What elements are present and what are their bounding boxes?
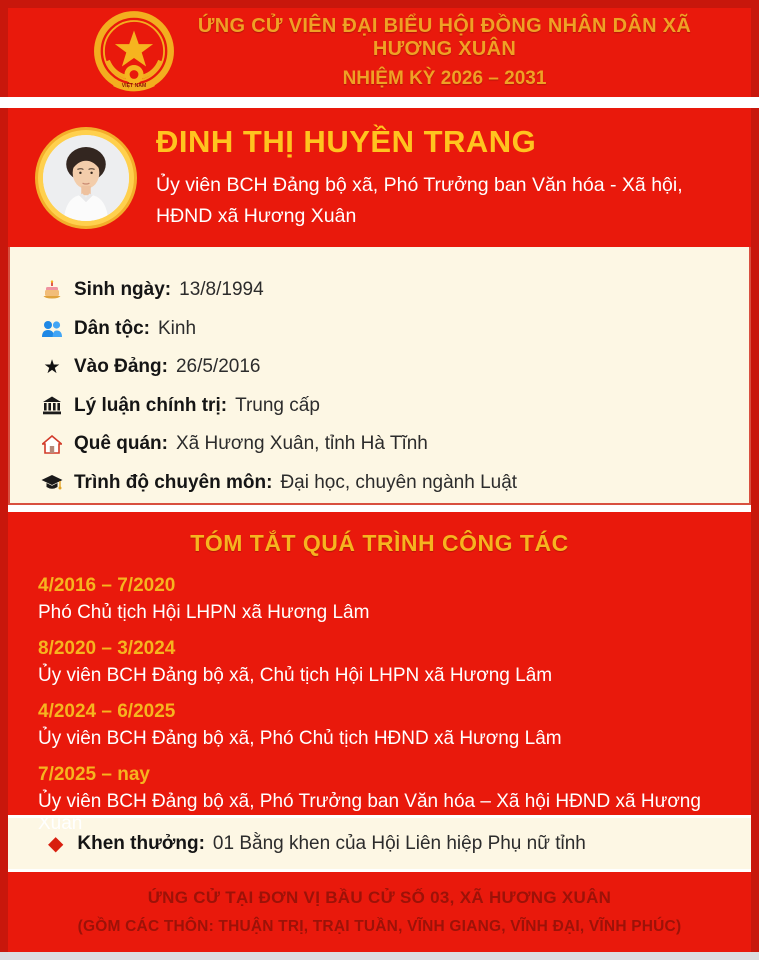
info-label: Dân tộc: bbox=[74, 317, 150, 339]
career-period: 7/2025 – nay bbox=[38, 764, 150, 785]
bottom-edge-strip bbox=[0, 952, 759, 960]
info-label: Vào Đảng: bbox=[74, 356, 168, 378]
career-section bbox=[8, 512, 751, 834]
info-row-ethnicity bbox=[40, 310, 749, 349]
info-label: Trình độ chuyên môn: bbox=[74, 471, 273, 493]
section-gap bbox=[8, 505, 751, 512]
house-icon bbox=[40, 433, 64, 455]
info-label: Quê quán: bbox=[74, 433, 168, 455]
svg-text:VIỆT NAM: VIỆT NAM bbox=[121, 82, 147, 89]
info-row-education bbox=[40, 464, 749, 503]
career-period: 8/2020 – 3/2024 bbox=[38, 638, 176, 659]
candidate-position-line2: HĐND xã Hương Xuân bbox=[156, 204, 357, 227]
candidate-name: ĐINH THỊ HUYỀN TRANG bbox=[156, 123, 537, 159]
header-title: ỨNG CỬ VIÊN ĐẠI BIỂU HỘI ĐỒNG NHÂN DÂN XÃ HƯƠNG XUÂN bbox=[197, 15, 692, 60]
birthday-cake-icon bbox=[40, 279, 64, 301]
header-titles bbox=[178, 15, 751, 90]
career-role: Ủy viên BCH Đảng bộ xã, Phó Trưởng ban Văn hóa – Xã hội HĐND xã Hương Xuân bbox=[38, 791, 701, 834]
career-role: Phó Chủ tịch Hội LHPN xã Hương Lâm bbox=[38, 602, 370, 623]
info-row-hometown bbox=[40, 425, 749, 464]
vietnam-national-emblem-icon bbox=[90, 10, 178, 96]
info-value: Trung cấp bbox=[235, 394, 320, 416]
award-label: Khen thưởng: bbox=[77, 832, 205, 854]
info-value: 26/5/2016 bbox=[175, 356, 261, 378]
government-building-icon bbox=[40, 395, 64, 417]
info-value: 13/8/1994 bbox=[179, 279, 264, 301]
people-icon bbox=[40, 318, 64, 340]
career-period: 4/2016 – 7/2020 bbox=[38, 575, 176, 596]
info-row-party-join bbox=[40, 348, 749, 387]
award-value: 01 Bằng khen của Hội Liên hiệp Phụ nữ tỉnh bbox=[212, 832, 586, 854]
divider-stripe bbox=[0, 97, 759, 108]
header-band bbox=[8, 8, 751, 97]
header-term: NHIỆM KỲ 2026 – 2031 bbox=[342, 68, 547, 89]
career-entry bbox=[38, 638, 721, 687]
info-label: Sinh ngày: bbox=[74, 279, 172, 301]
diamond-icon: ◆ bbox=[48, 832, 64, 855]
election-unit-line: ỨNG CỬ TẠI ĐƠN VỊ BẦU CỬ SỐ 03, XÃ HƯƠNG XUÂN bbox=[147, 888, 612, 907]
career-role: Ủy viên BCH Đảng bộ xã, Chủ tịch Hội LHPN xã Hương Lâm bbox=[38, 665, 553, 686]
candidate-text-block bbox=[156, 124, 683, 232]
career-entry bbox=[38, 575, 721, 624]
career-entry bbox=[38, 701, 721, 750]
star-icon: ★ bbox=[43, 356, 61, 378]
candidate-position-line1: Ủy viên BCH Đảng bộ xã, Phó Trưởng ban Văn hóa - Xã hội, bbox=[156, 173, 683, 196]
candidate-banner bbox=[8, 108, 751, 247]
info-value: Kinh bbox=[158, 317, 197, 339]
award-band bbox=[8, 815, 751, 872]
info-row-political-theory bbox=[40, 387, 749, 426]
personal-info-panel bbox=[8, 247, 751, 505]
candidate-photo bbox=[38, 130, 134, 226]
career-title: TÓM TẮT QUÁ TRÌNH CÔNG TÁC bbox=[190, 530, 569, 556]
graduation-cap-icon bbox=[40, 472, 64, 494]
footer-section bbox=[8, 872, 751, 952]
info-label: Lý luận chính trị: bbox=[74, 394, 228, 416]
career-period: 4/2024 – 6/2025 bbox=[38, 701, 176, 722]
career-role: Ủy viên BCH Đảng bộ xã, Phó Chủ tịch HĐND xã Hương Lâm bbox=[38, 728, 562, 749]
info-value: Xã Hương Xuân, tỉnh Hà Tĩnh bbox=[175, 433, 428, 455]
election-villages-line: (GỒM CÁC THÔN: THUẬN TRỊ, TRẠI TUẦN, VĨNH GIANG, VĨNH ĐẠI, VĨNH PHÚC) bbox=[77, 918, 682, 935]
info-value: Đại học, chuyên ngành Luật bbox=[280, 471, 518, 493]
info-row-birthdate bbox=[40, 271, 749, 310]
